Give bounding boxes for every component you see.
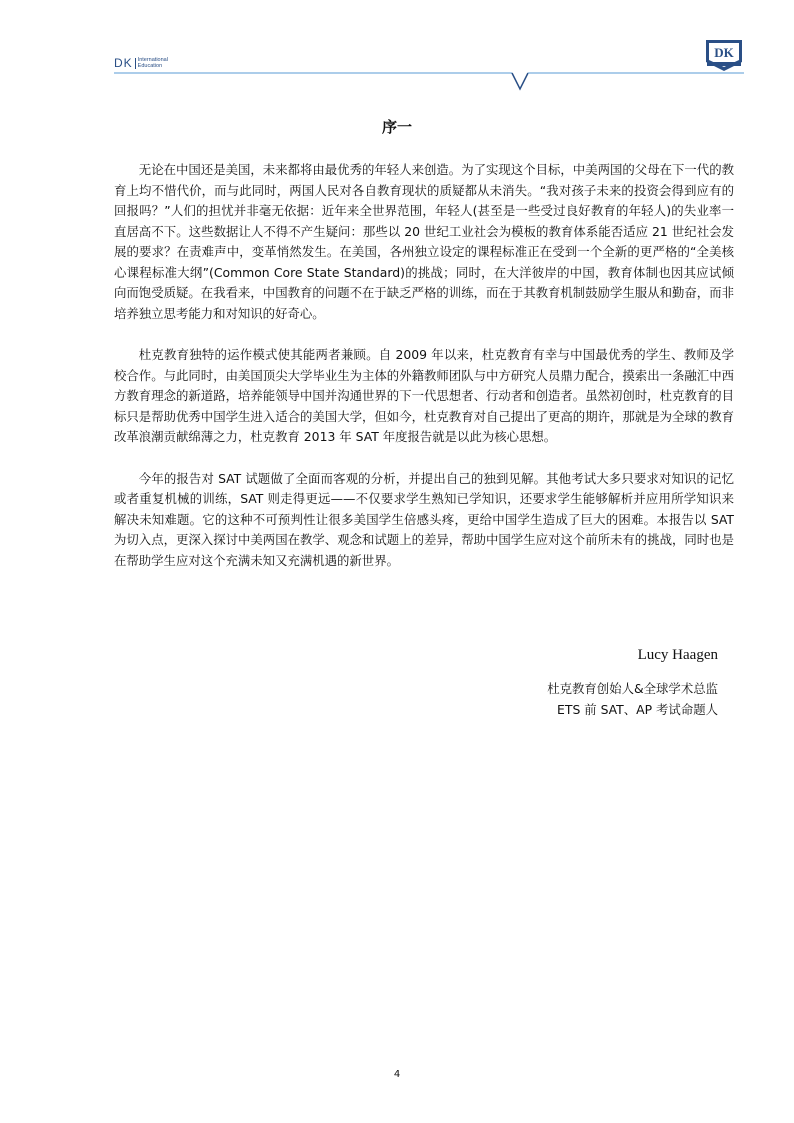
body-text	[114, 160, 734, 592]
signature-title-line2: ETS 前 SAT、AP 考试命题人	[557, 701, 718, 717]
logo-separator	[135, 58, 136, 69]
logo-subtitle-line1: International	[137, 57, 168, 63]
signature-name: Lucy Haagen	[637, 647, 718, 663]
paragraph: 杜克教育独特的运作模式使其能两者兼顾。自 2009 年以来，杜克教育有幸与中国最优秀的学生、教师及学校合作。与此同时，由美国顶尖大学毕业生为主体的外籍教师团队与中方研究人员鼎力配合，摸索出一条融汇中西方教育理念的新道路，培养能领导中国并沟通世界的下一代思想者、行动者和创造者。虽然初创时，杜克教育的目标只是帮助优秀中国学生进入适合的美国大学，但如今，杜克教育对自己提出了更高的期许，那就是为全球的教育改革浪潮贡献绵薄之力，杜克教育 2013 年 SAT 年度报告就是以此为核心思想。	[114, 347, 734, 444]
logo-subtitle	[138, 57, 168, 69]
header-rule	[114, 72, 744, 92]
header-logo	[114, 56, 168, 70]
paragraph: 今年的报告对 SAT 试题做了全面而客观的分析，并提出自己的独到见解。其他考试大多只要求对知识的记忆或者重复机械的训练，SAT 则走得更远——不仅要求学生熟知已学知识，还要求学生能够解析并应用所学知识来解决未知难题。它的这种不可预判性让很多美国学生倍感头疼，更给中国学生造成了巨大的困难。本报告以 SAT 为切入点，更深入探讨中美两国在教学、观念和试题上的差异，帮助中国学生应对这个前所未有的挑战，同时也是在帮助学生应对这个充满未知又充满机遇的新世界。	[114, 470, 734, 568]
paragraph: 无论在中国还是美国，未来都将由最优秀的年轻人来创造。为了实现这个目标，中美两国的父母在下一代的教育上均不惜代价，而与此同时，两国人民对各自教育现状的质疑都从未消失。“我对孩子未来的投资会得到应有的回报吗？”人们的担忧并非毫无依据：近年来全世界范围，年轻人(甚至是一些受过良好教育的年轻人)的失业率一直居高不下。这些数据让人不得不产生疑问：那些以 20 世纪工业社会为模板的教育体系能否适应 21 世纪社会发展的要求？在责难声中，变革悄然发生。在美国，各州独立设定的课程标准正在受到一个全新的更严格的“全美核心课程标准大纲”(Common Core State Standard)的挑战；同时，在大洋彼岸的中国，教育体制也因其应试倾向而饱受质疑。在我看来，中国教育的问题不在于缺乏严格的训练，而在于其教育机制鼓励学生服从和勤奋，而非培养独立思考能力和对知识的好奇心。	[114, 162, 734, 321]
logo-subtitle-line2: Education	[137, 63, 163, 69]
dk-badge-logo	[704, 38, 744, 72]
signature-title	[547, 679, 718, 720]
signature-title-line1: 杜克教育创始人&全球学术总监	[547, 681, 718, 696]
page-number: 4	[393, 1069, 401, 1080]
badge-text: DK	[714, 45, 734, 60]
page-title: 序一	[381, 118, 412, 136]
logo-dk-text: DK	[114, 56, 133, 70]
